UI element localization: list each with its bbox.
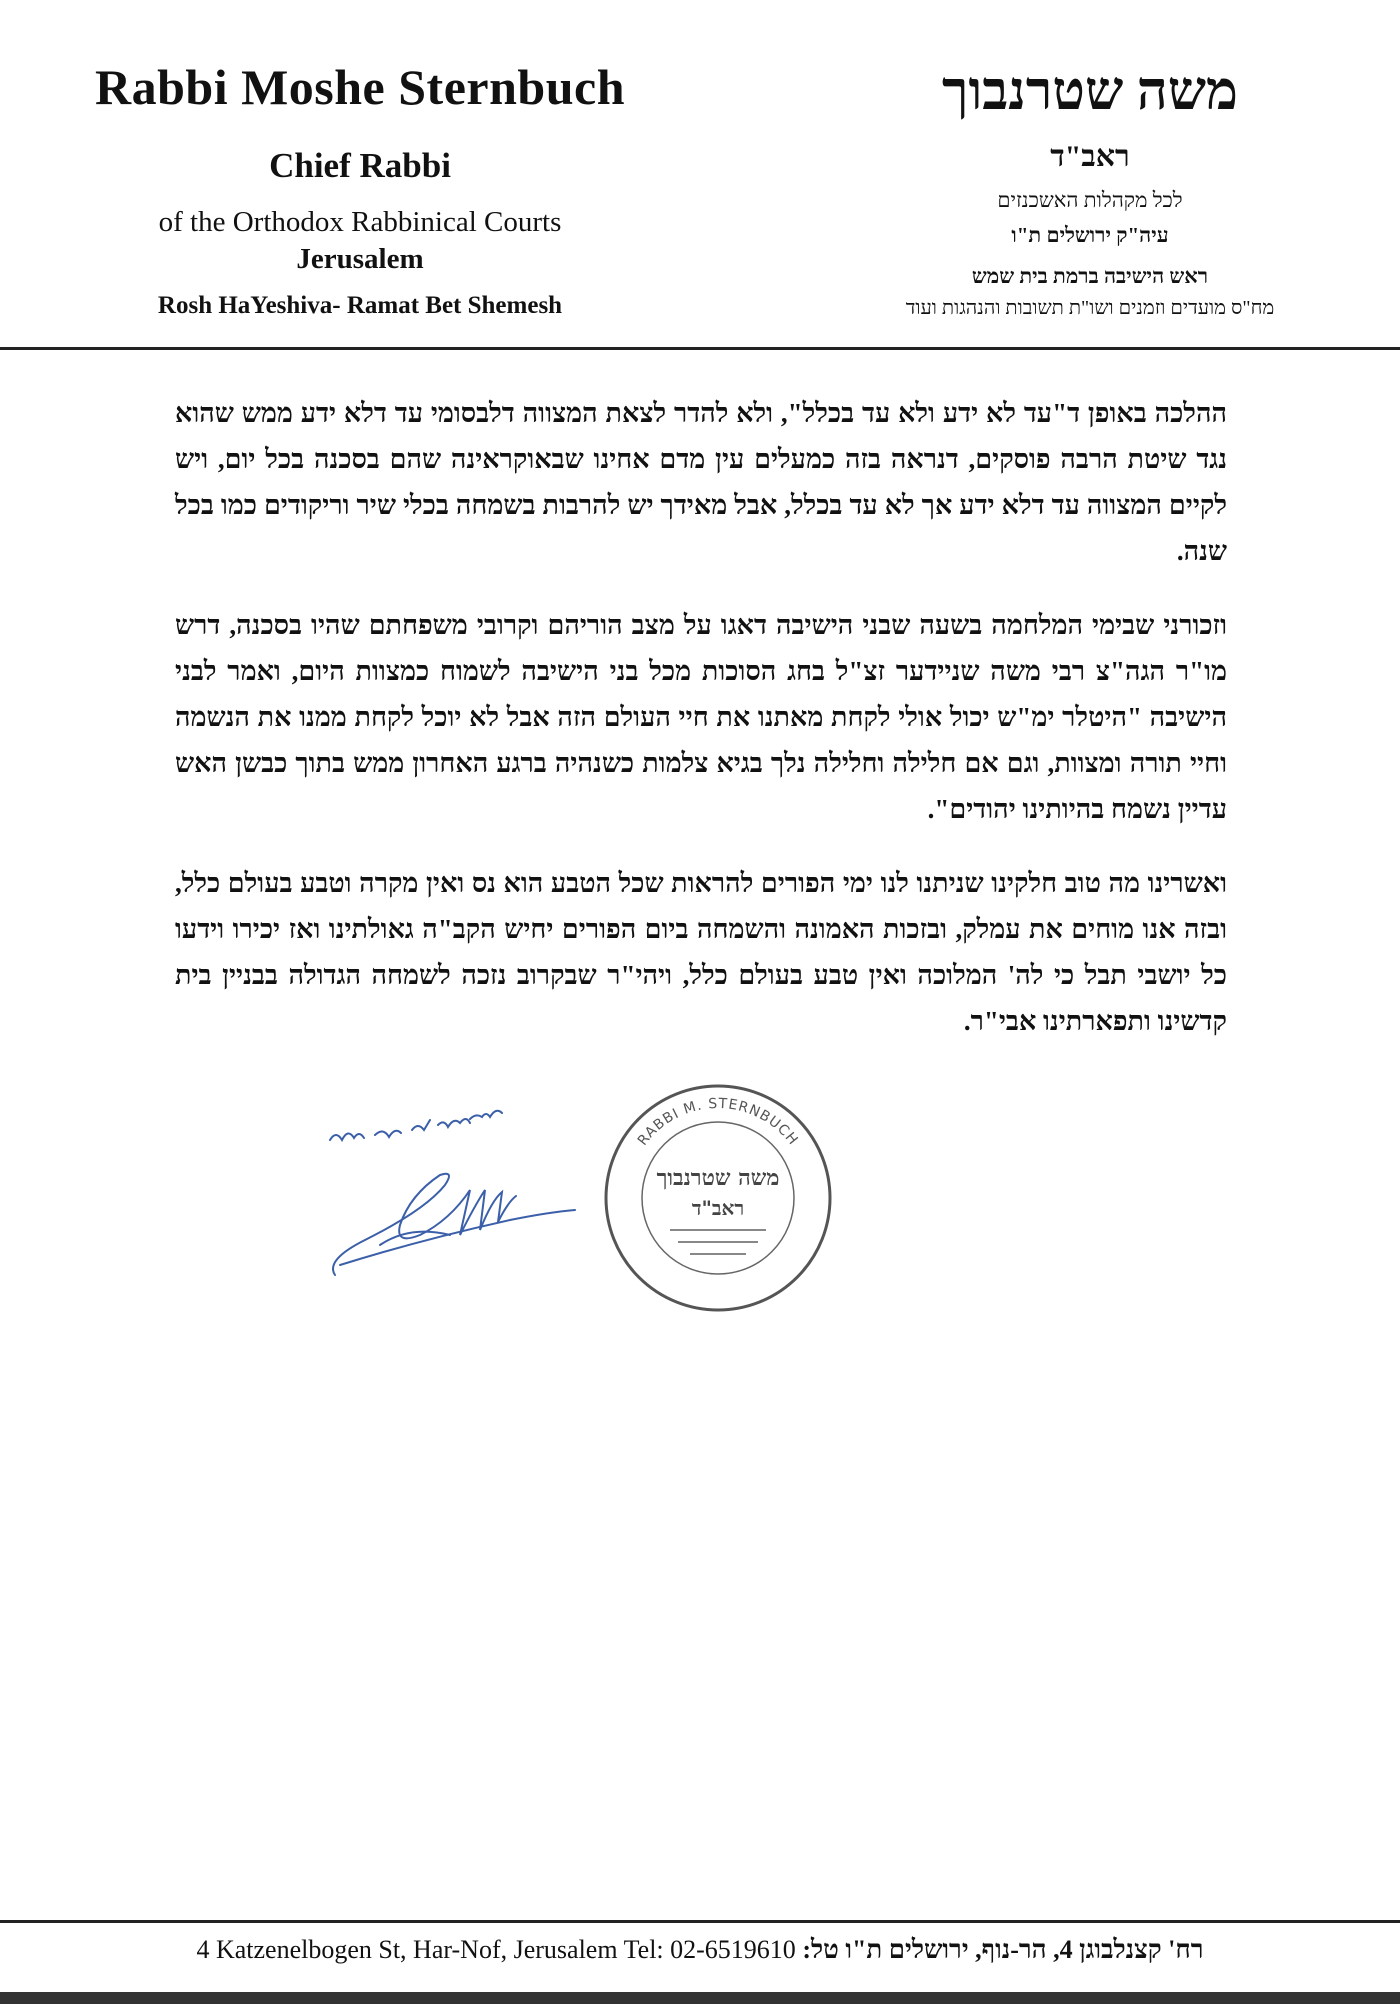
stamp-center-name: משה שטרנבוך: [656, 1165, 780, 1191]
english-city: Jerusalem: [296, 243, 424, 275]
stamp-icon: [600, 1080, 836, 1316]
footer-address: [0, 1935, 1400, 1965]
rabbinical-stamp: [600, 1080, 836, 1316]
page-bottom-edge: [0, 1992, 1400, 2004]
footer-divider: [0, 1920, 1400, 1923]
letterhead-hebrew: [840, 60, 1340, 320]
hebrew-city: עיה"ק ירושלים ת"ו: [1011, 223, 1169, 247]
letterhead-english: [60, 58, 660, 320]
hebrew-yeshiva: ראש הישיבה ברמת בית שמש: [971, 264, 1209, 288]
english-courts: of the Orthodox Rabbinical Courts: [158, 206, 562, 238]
english-yeshiva: Rosh HaYeshiva- Ramat Bet Shemesh: [157, 292, 563, 319]
paragraph-3: ואשרינו מה טוב חלקינו שניתנו לנו ימי הפורים להראות שכל הטבע הוא נס ואין מקרה וטבע בעולם כלל, ובזה אנו מוחים את עמלק, ובזכות האמונה והשמחה ביום הפורים יחיש הקב"ה גאולתינו ואז יכירו וידעו כל יושבי תבל כי לה' המלוכה ואין טבע בעולם כלל, ויהי"ר שבקרוב נזכה לשמחה הגדולה בבניין בית קדשינו ותפארתינו אבי"ר.: [175, 868, 1227, 1036]
header-divider: [0, 347, 1400, 350]
english-title: Chief Rabbi: [269, 146, 451, 185]
hebrew-communities: לכל מקהלות האשכנזים: [997, 188, 1183, 212]
hebrew-title: ראב"ד: [1050, 140, 1130, 173]
handwritten-signature: [320, 1095, 600, 1285]
paragraph-1: ההלכה באופן ד"עד לא ידע ולא עד בכלל", ולא להדר לצאת המצווה דלבסומי עד דלא ידע ממש שהוא נגד שיטת הרבה פוסקים, דנראה בזה כמעלים עין מדם אחינו שבאוקראינה שהם בסכנה בכל יום, ויש לקיים המצווה עד דלא ידע אך לא עד בכלל, אבל מאידך יש להרבות בשמחה בכלי שיר וריקודים כמו בכל שנה.: [175, 398, 1227, 566]
paragraph-2: וזכורני שבימי המלחמה בשעה שבני הישיבה דאגו על מצב הוריהם וקרובי משפחתם שהיו בסכנה, דרש מו"ר הגה"צ רבי משה שניידער זצ"ל בחג הסוכות מכל בני הישיבה לשמוח כמצוות היום, ואמר לבני הישיבה "היטלר ימ"ש יכול אולי לקחת מאתנו את חיי העולם הזה אבל לא יוכל לקחת ממנו את הנשמה וחיי תורה ומצוות, וגם אם חלילה וחלילה נלך בגיא צלמות כשנהיה ברגע האחרון ממש בתוך כבשן האש עדיין נשמח בהיותינו יהודים".: [175, 610, 1227, 824]
hebrew-books: מח"ס מועדים וזמנים ושו"ת תשובות והנהגות ועוד: [905, 297, 1275, 319]
footer-english: 4 Katzenelbogen St, Har-Nof, Jerusalem Tel: 02-6519610: [196, 1935, 796, 1964]
english-name: Rabbi Moshe Sternbuch: [94, 59, 626, 115]
stamp-center-title: ראב"ד: [691, 1196, 745, 1220]
footer-hebrew: רח' קצנלבוגן 4, הר-נוף, ירושלים ת"ו טל:: [802, 1935, 1204, 1964]
letter-body: [175, 390, 1227, 1072]
stamp-outer-text: RABBI M. STERNBUCH: [634, 1095, 802, 1149]
hebrew-name: משה שטרנבוך: [941, 61, 1239, 121]
signature-icon: [320, 1095, 600, 1285]
